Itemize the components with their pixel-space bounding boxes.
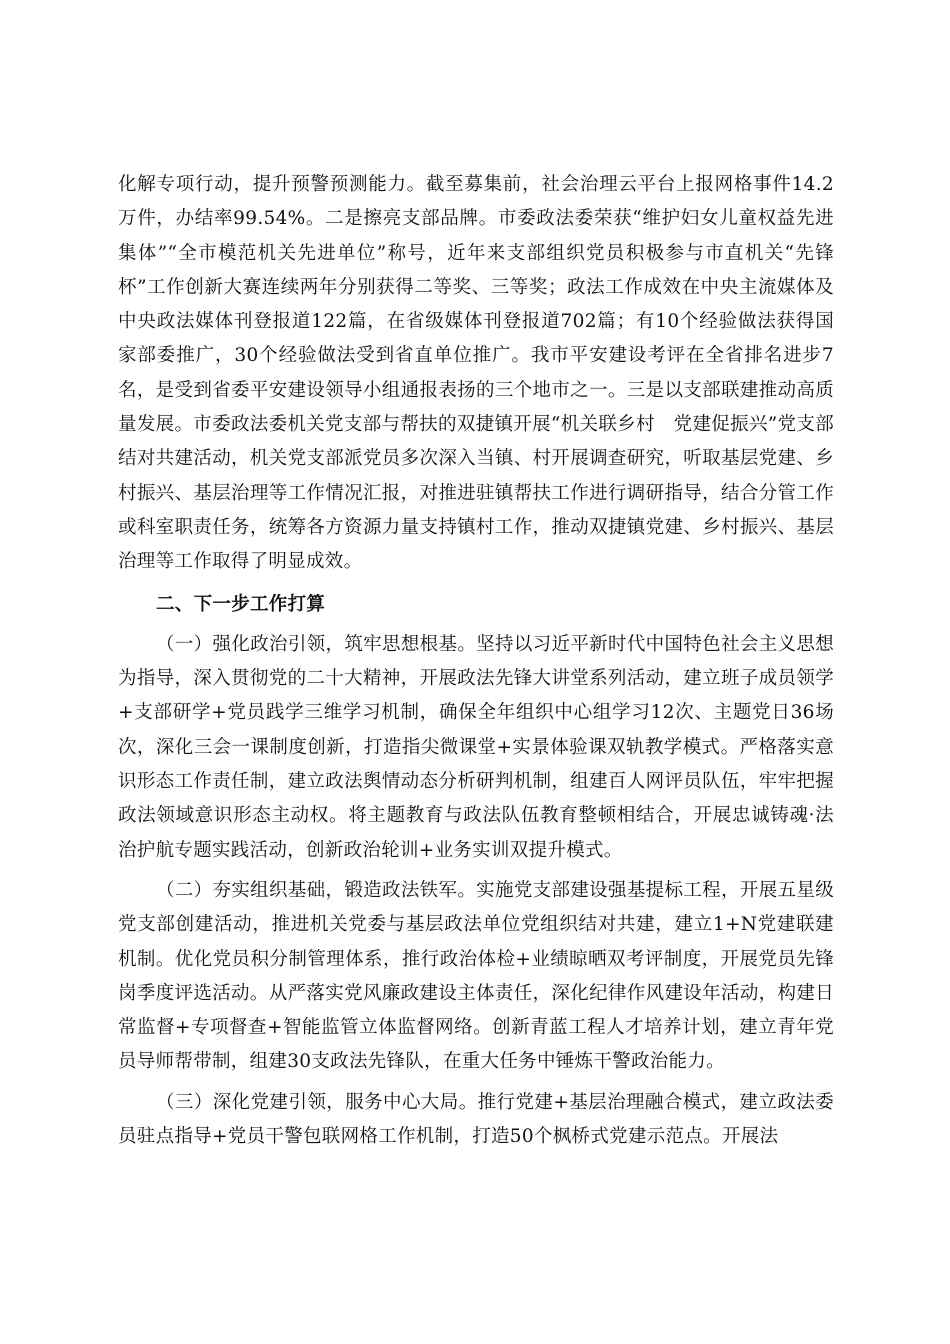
paragraph-1: （一）强化政治引领，筑牢思想根基。坚持以习近平新时代中国特色社会主义思想为指导，深入贯彻党的二十大精神，开展政法先锋大讲堂系列活动，建立班子成员领学+支部研学+党员践学三维学习机制，确保全年组织中心组学习12次、主题党日36场次，深化三会一课制度创新，打造指尖微课堂+实景体验课双轨教学模式。严格落实意识形态工作责任制，建立政法舆情动态分析研判机制，组建百人网评员队伍，牢牢把握政法领域意识形态主动权。将主题教育与政法队伍教育整顿相结合，开展忠诚铸魂·法治护航专题实践活动，创新政治轮训+业务实训双提升模式。 <box>118 633 834 861</box>
section-heading: 二、下一步工作打算 <box>156 593 326 615</box>
paragraph-3: （三）深化党建引领，服务中心大局。推行党建+基层治理融合模式，建立政法委员驻点指导+党员干警包联网格工作机制，打造50个枫桥式党建示范点。开展法 <box>118 1091 834 1148</box>
paragraph-2: （二）夯实组织基础，锻造政法铁军。实施党支部建设强基提标工程，开展五星级党支部创建活动，推进机关党委与基层政法单位党组织结对共建，建立1+N党建联建机制。优化党员积分制管理体系，推行政治体检+业绩晾晒双考评制度，开展党员先锋岗季度评选活动。从严落实党风廉政建设主体责任，深化纪律作风建设年活动，构建日常监督+专项督查+智能监管立体监督网络。创新青蓝工程人才培养计划，建立青年党员导师帮带制，组建30支政法先锋队，在重大任务中锤炼干警政治能力。 <box>118 879 834 1073</box>
document-body <box>118 168 834 1154</box>
paragraph-continuation: 化解专项行动，提升预警预测能力。截至募集前，社会治理云平台上报网格事件14.2万件，办结率99.54%。二是擦亮支部品牌。市委政法委荣获“维护妇女儿童权益先进集体”“全市模范机关先进单位”称号，近年来支部组织党员积极参与市直机关“先锋杯”工作创新大赛连续两年分别获得二等奖、三等奖；政法工作成效在中央主流媒体及中央政法媒体刊登报道122篇，在省级媒体刊登报道702篇；有10个经验做法获得国家部委推广，30个经验做法受到省直单位推广。我市平安建设考评在全省排名进步7名，是受到省委平安建设领导小组通报表扬的三个地市之一。三是以支部联建推动高质量发展。市委政法委机关党支部与帮扶的双捷镇开展“机关联乡村 党建促振兴”党支部结对共建活动，机关党支部派党员多次深入当镇、村开展调查研究，听取基层党建、乡村振兴、基层治理等工作情况汇报，对推进驻镇帮扶工作进行调研指导，结合分管工作或科室职责任务，统筹各方资源力量支持镇村工作，推动双捷镇党建、乡村振兴、基层治理等工作取得了明显成效。 <box>118 174 834 573</box>
